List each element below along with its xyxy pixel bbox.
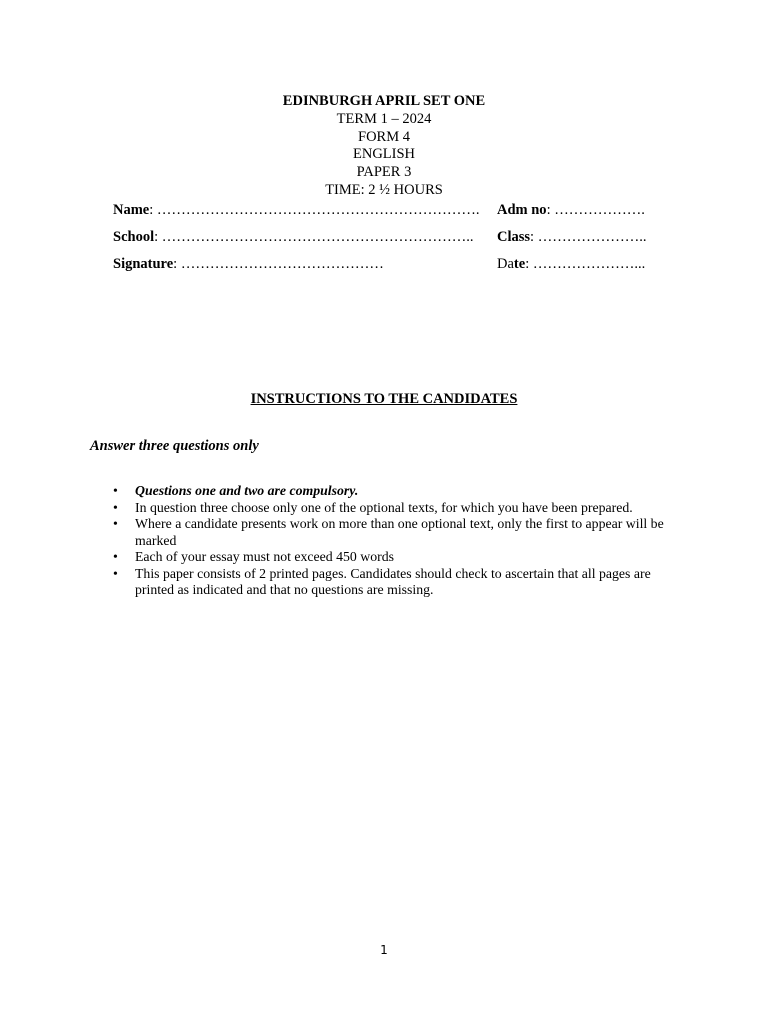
date-blank: : …………………... bbox=[525, 256, 646, 272]
class-blank: : ………………….. bbox=[530, 229, 647, 245]
exam-subject: ENGLISH bbox=[352, 146, 416, 163]
bullet-icon: • bbox=[113, 499, 118, 515]
instructions-heading: INSTRUCTIONS TO THE CANDIDATES bbox=[250, 391, 518, 407]
adm-no-label: Adm no bbox=[497, 202, 547, 218]
exam-paper: PAPER 3 bbox=[356, 164, 412, 181]
instructions-list bbox=[113, 483, 673, 599]
name-label: Name bbox=[113, 202, 150, 218]
name-adm-row bbox=[113, 201, 645, 219]
school-label: School bbox=[113, 229, 155, 245]
exam-time: TIME: 2 ½ HOURS bbox=[325, 181, 443, 198]
bullet-icon: • bbox=[113, 565, 118, 581]
bullet-icon: • bbox=[113, 483, 118, 498]
signature-blank: : …………………………………… bbox=[173, 256, 384, 272]
date-label-plain: Da bbox=[497, 256, 514, 272]
signature-date-row bbox=[113, 255, 646, 273]
adm-no-field bbox=[497, 201, 645, 219]
adm-no-blank: : ………………. bbox=[546, 202, 645, 218]
bullet-icon: • bbox=[113, 516, 118, 531]
name-blank: : …………………………………………………………. bbox=[149, 202, 480, 218]
school-blank: : ……………………………………………………….. bbox=[154, 229, 474, 245]
exam-form: FORM 4 bbox=[358, 128, 410, 145]
page-number: 1 bbox=[380, 943, 388, 957]
list-item-text: Questions one and two are compulsory. bbox=[135, 483, 359, 498]
list-item-text: Where a candidate presents work on more than one optional text, only the first to appear will be marked bbox=[135, 516, 664, 548]
signature-label: Signature bbox=[113, 256, 174, 272]
bullet-icon: • bbox=[113, 549, 118, 564]
date-field bbox=[497, 255, 645, 273]
class-label: Class bbox=[497, 229, 531, 245]
list-item bbox=[113, 566, 673, 599]
date-label-bold: te bbox=[513, 256, 526, 272]
list-item-text: Each of your essay must not exceed 450 words bbox=[135, 549, 395, 564]
list-item-text: In question three choose only one of the optional texts, for which you have been prepared. bbox=[135, 499, 633, 515]
exam-title: EDINBURGH APRIL SET ONE bbox=[282, 93, 486, 109]
list-item bbox=[113, 549, 673, 566]
class-field bbox=[497, 228, 646, 246]
list-item bbox=[113, 483, 673, 500]
answer-instruction: Answer three questions only bbox=[90, 438, 259, 454]
exam-header bbox=[0, 93, 768, 200]
school-class-row bbox=[113, 228, 647, 246]
list-item-text: This paper consists of 2 printed pages. Candidates should check to ascertain that all pages are printed as indicated and that no questions are missing. bbox=[135, 565, 651, 597]
list-item bbox=[113, 500, 673, 517]
list-item bbox=[113, 516, 673, 549]
exam-term: TERM 1 – 2024 bbox=[336, 110, 432, 127]
